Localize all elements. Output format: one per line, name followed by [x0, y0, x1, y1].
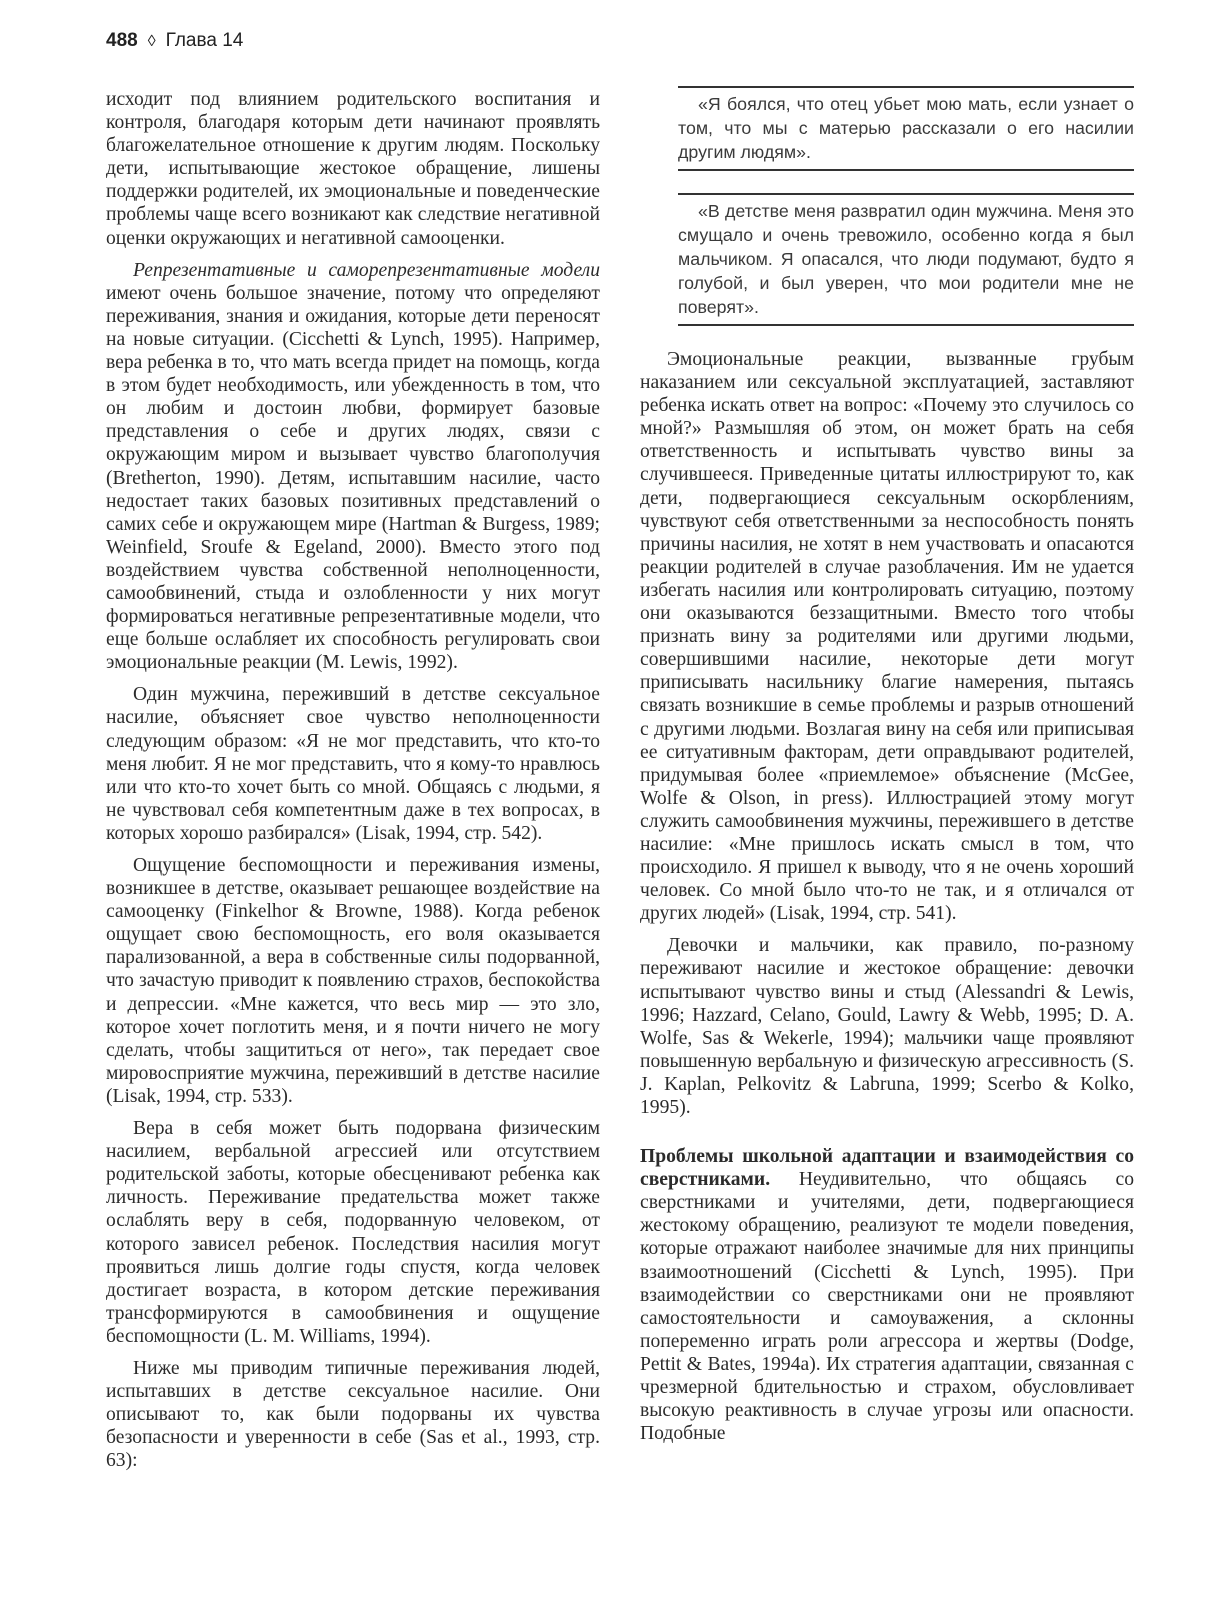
left-column [106, 88, 600, 1472]
page-number: 488 [106, 30, 138, 51]
running-head [106, 30, 243, 52]
paragraph: Эмоциональные реакции, вызванные грубым наказанием или сексуальной эксплуатацией, заставляют ребенка искать ответ на вопрос: «Почему это случилось со мной?» Размышляя об этом, он может брать на себя ответственность и испытывать чувство вины за случившееся. Приведенные цитаты иллюстрируют то, как дети, подвергающиеся сексуальным оскорблениям, чувствуют себя ответственными за неспособность понять причины насилия, не хотят в нем участвовать и опасаются реакции родителей в случае разоблачения. Им не удается избегать насилия или контролировать ситуацию, поэтому они оказываются беззащитными. Вместо того чтобы признать вину за родителями или другими людьми, совершившими насилие, некоторые дети могут приписывать насильнику благие намерения, пытаясь связать возникшие в семье проблемы и разрыв отношений с другими людьми. Возлагая вину на себя или приписывая ее ситуативным факторам, дети оправдывают родителей, придумывая более «приемлемое» объяснение (McGee, Wolfe & Olson, in press). Иллюстрацией этому могут служить самообвинения мужчины, пережившего в детстве насилие: «Мне пришлось искать смысл в том, что происходило. Я пришел к выводу, что я не очень хороший человек. Со мной было что-то не так, и я отличался от других людей» (Lisak, 1994, стр. 541). [640, 349, 1134, 925]
right-column [640, 86, 1134, 1445]
block-quote: «В детстве меня развратил один мужчина. Меня это смущало и очень тревожило, особенно когда я был мальчиком. Я опасался, что люди подумают, будто я голубой, и был уверен, что мои родители мне не поверят». [678, 193, 1134, 326]
paragraph-text: имеют очень большое значение, потому что определяют переживания, знания и ожидания, которые дети переносят на новые ситуации. (Cicchetti & Lynch, 1995). Например, вера ребенка в то, что мать всегда придет на помощь, когда в этом будет необходимость, или убежденность в том, что он любим и достоин любви, формирует базовые представления о себе и других людях, связи с окружающим миром и вызывает чувство благополучия (Bretherton, 1990). Детям, испытавшим насилие, часто недостает таких базовых позитивных представлений о самих себе и окружающем мире (Hartman & Burgess, 1989; Weinfield, Sroufe & Egeland, 2000). Вместо этого под воздействием чувства собственной неполноценности, самообвинений, стыда и озлобленности у них могут формироваться негативные репрезентативные модели, что еще больше ослабляет их способность регулировать свои эмоциональные реакции (M. Lewis, 1992). [106, 282, 600, 674]
paragraph: исходит под влиянием родительского воспитания и контроля, благодаря которым дети начинают проявлять благожелательное отношение к другим людям. Поскольку дети, испытывающие жестокое обращение, лишены поддержки родителей, их эмоциональные и поведенческие проблемы чаще всего возникают как следствие негативной оценки окружающих и негативной самооценки. [106, 89, 600, 249]
paragraph: Ощущение беспомощности и переживания измены, возникшее в детстве, оказывает решающее воздействие на самооценку (Finkelhor & Browne, 1988). Когда ребенок ощущает свою беспомощность, его воля оказывается парализованной, а вера в собственные силы подорванной, что зачастую приводит к появлению страхов, беспокойства и депрессии. «Мне кажется, что весь мир — это зло, которое хочет поглотить меня, и я почти ничего не могу сделать, чтобы защититься от него», так передает свое мировосприятие мужчина, переживший в детстве насилие (Lisak, 1994, стр. 533). [106, 855, 600, 1107]
section-paragraph [640, 1145, 1134, 1445]
paragraph: Один мужчина, переживший в детстве сексуальное насилие, объясняет свое чувство неполноценности следующим образом: «Я не мог представить, что кто-то меня любит. Я не мог представить, что я кому-то нравлюсь или что кто-то хочет быть со мной. Общаясь с людьми, я не чувствовал себя компетентным даже в тех вопросах, в которых хорошо разбирался» (Lisak, 1994, стр. 542). [106, 684, 600, 844]
chapter-title: Глава 14 [165, 30, 244, 51]
paragraph: Девочки и мальчики, как правило, по-разному переживают насилие и жестокое обращение: девочки испытывают чувство вины и стыд (Alessandri & Lewis, 1996; Hazzard, Celano, Gould, Lawry & Webb, 1995; D. A. Wolfe, Sas & Wekerle, 1994); мальчики чаще проявляют повышенную вербальную и физическую агрессивность (S. J. Kaplan, Pelkovitz & Labruna, 1999; Scerbo & Kolko, 1995). [640, 935, 1134, 1118]
diamond-separator-icon: ◊ [147, 33, 156, 50]
italic-term: Репрезентативные и саморепрезентативные модели [133, 259, 600, 281]
section-text: Неудивительно, что общаясь со сверстниками и учителями, дети, подвергающиеся жестокому обращению, реализуют те модели поведения, которые отражают наиболее значимые для них принципы взаимоотношений (Cicchetti & Lynch, 1995). При взаимодействии со сверстниками они не проявляют самостоятельности и самоуважения, а склонны попеременно играть роли агрессора и жертвы (Dodge, Pettit & Bates, 1994a). Их стратегия адаптации, связанная с чрезмерной бдительностью и страхом, обусловливает высокую реактивность в случае угрозы или опасности. Подобные [640, 1169, 1134, 1445]
paragraph: Ниже мы приводим типичные переживания людей, испытавших в детстве сексуальное насилие. Они описывают то, как были подорваны их чувства безопасности и уверенности в себе (Sas et al., 1993, стр. 63): [106, 1357, 600, 1472]
section-spacer [640, 1119, 1134, 1145]
block-quote: «Я боялся, что отец убьет мою мать, если узнает о том, что мы с матерью рассказали о его насилии другим людям». [678, 86, 1134, 171]
paragraph [106, 259, 600, 675]
section-heading: Проблемы школьной адаптации и взаимодействия со сверстниками. [640, 1146, 1134, 1191]
paragraph: Вера в себя может быть подорвана физическим насилием, вербальной агрессией или отсутствием родительской заботы, которые обесценивают ребенка как личность. Переживание предательства может также ослаблять веру в себя, подорванную человеком, от которого зависел ребенок. Последствия насилия могут проявиться лишь долгие годы спустя, когда человек достигает возраста, в котором детские переживания трансформируются в самообвинения и ощущение беспомощности (L. M. Williams, 1994). [106, 1118, 600, 1347]
